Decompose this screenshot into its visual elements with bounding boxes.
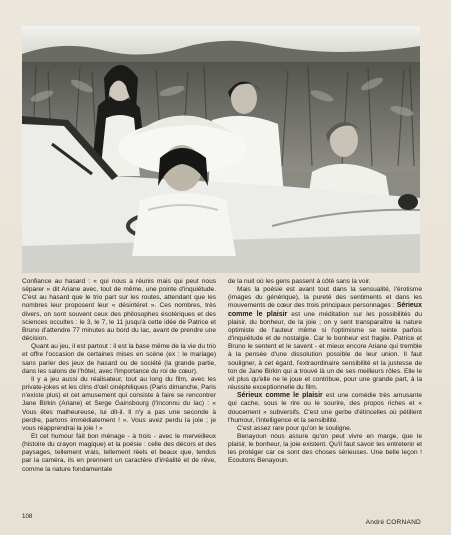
article-column-right	[228, 278, 422, 496]
paragraph	[228, 392, 422, 425]
paragraph-text: est une comédie très amusante qui cache, sous le rire ou le sourire, des propos riches et « doucement » subversifs. C'est une gerbe d'étincelles où pétillent l'humour, l'intelligence et la sensibilité.	[228, 392, 422, 424]
paragraph: Et cet humour fait bon ménage - à trois - avec le merveilleux (histoire du crayon magique) et la poésie : celle des décors et des paysages, tellement vrais, tellement réels et beaux que, tendus par la caméra, ils en prennent un caractère d'irréalité et de rêve, comme la nature fondamentale	[22, 432, 216, 473]
photo-illustration	[22, 26, 420, 273]
paragraph: Quant au jeu, il est partout : il est la base même de la vie du trio et offre l'occasion de certaines mises en scène (ex : le mariage) sans parler des jeux de hasard ou de société (la grande partie, dans les salons de l'hôtel, avec l'importance du roi de cœur).	[22, 343, 216, 375]
page-number: 108	[22, 513, 33, 520]
film-title-bold: Sérieux comme le plaisir	[228, 302, 422, 318]
paragraph-text: Mais la poésie est avant tout dans la sensualité, l'érotisme (images du générique), la pureté des sentiments et dans les mouvements de cœur des trois principaux personnages :	[228, 286, 422, 310]
film-still-photo	[22, 26, 420, 273]
paragraph: de la nuit où les gens passent à côté sans la voir.	[228, 278, 371, 285]
film-title-bold: Sérieux comme le plaisir	[237, 392, 323, 400]
author-signature: André CORNAND	[365, 519, 421, 526]
paragraph: Confiance au hasard : « qui nous a réunis mais qui peut nous séparer » dit Ariane avec, tout de même, une pointe d'inquiétude. C'est au hasard que le trio part sur les routes, attendant que les nombres leur proposent leur « désintéret ». Ces nombres, très divers, on sont souvent ceux des philosophes ésotériques et des sciences occultes : le 3, le 7, le 11 jusqu'à cette idée de Patrice et Bruno d'attendre 77 minutes au bord du lac, avant de prendre une décision.	[22, 278, 216, 343]
paragraph-text: est une méditation sur les possibilités du plaisir, du bonheur, de la joie ; on y sent transparaître la nature optimiste de l'auteur même si l'optimisme se teinte parfois d'inquiétude et de nostalgie. Car le bonheur est fragile. Patrice et Bruno le sentent et le savent - et mieux encore Ariane qui tremble à la pensée d'une dissolution possible de leur union. Il faut souligner, à cet égard, l'extraordinaire sensibilité et la justesse de ton de Jane Birkin qui a trouvé là un de ses meilleurs rôles. Elle le vit plus qu'elle ne le joue et contribue, pour une grande part, à la réussite exceptionnelle du film.	[228, 310, 423, 392]
paragraph: Benayoun nous assure qu'on peut vivre en marge, que le plaisir, le bonheur, la joie existent. Qu'il faut savoir les entretenir et les protéger car ce sont des choses sérieuses. Une belle leçon ! Ecoutons Benayoun.	[228, 432, 422, 465]
paragraph: C'est assez rare pour qu'on le souligne.	[237, 424, 352, 432]
article-column-left	[22, 278, 216, 496]
paragraph	[228, 286, 422, 392]
article-columns	[22, 278, 422, 496]
paragraph: Il y a jeu aussi du réalisateur, tout au long du film, avec les private-jokes et les clins d'œil cinéphiliques (Paris dimanche, Paris n'existe plus) et cet amusement qui consiste à faire se rencontrer Jane Birkin (Ariane) et Serge Gainsbourg (l'inconnu du lac) : « Vous êtes malheureuse, lui dit-il. Il n'y a pas une seconde à perdre, partons immédiatement ! ». Vous avez perdu la joie ; je vous réapprendrai la joie ! »	[22, 375, 216, 432]
